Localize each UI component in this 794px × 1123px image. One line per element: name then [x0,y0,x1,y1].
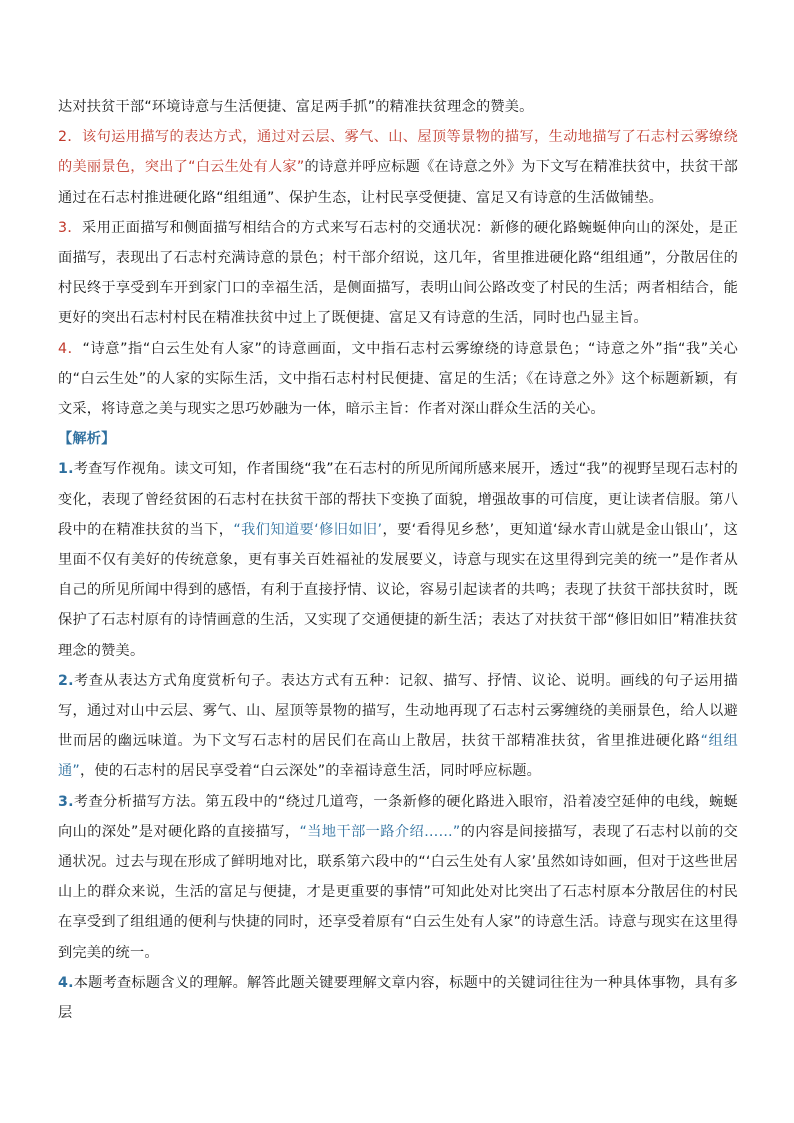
analysis-2-text-post: ，使的石志村的居民享受着“白云深处”的幸福诗意生活，同时呼应标题。 [79,763,542,780]
answer-3-number: 3． [58,219,83,236]
answer-2-number: 2． [58,129,83,146]
answer-1-text: 达对扶贫干部“环境诗意与生活便捷、富足两手抓”的精准扶贫理念的赞美。 [58,99,534,115]
answer-3 [58,213,738,334]
analysis-3 [58,787,738,968]
analysis-1-number: 1. [58,461,74,478]
analysis-3-quote: “当地干部一路介绍……” [299,823,461,840]
analysis-1-text-post: ，要‘看得见乡愁’，更知道‘绿水青山就是金山银山’，这里面不仅有美好的传统意象，更有事关百姓福祉的发展要义，诗意与现实在这里得到完美的统一”是作者从自己的所见所闻中得到的感悟，有利于直接抒情、议论，容易引起读者的共鸣；表现了扶贫干部扶贫时，既保护了石志村原有的诗情画意的生活，又实现了交通便捷的新生活；表达了对扶贫干部“修旧如旧”精准扶贫理念的赞美。 [58,521,738,659]
answer-1-tail [58,92,738,122]
analysis-heading [58,424,738,454]
analysis-2 [58,666,738,787]
analysis-2-quote: “组组通” [58,733,738,780]
analysis-3-text-post: 的内容是间接描写，表现了石志村以前的交通状况。过去与现在形成了鲜明地对比，联系第六段中的“‘白云生处有人家’虽然如诗如画，但对于这些世居山上的群众来说，生活的富足与便捷，才是更重要的事情”可知此处对比突出了石志村原本分散居住的村民在享受到了组组通的便利与快捷的同时，还享受着原有“白云生处有人家”的诗意生活。诗意与现实在这里得到完美的统一。 [58,823,738,961]
answer-4-text: “诗意”指“白云生处有人家”的诗意画面，文中指石志村云雾缭绕的诗意景色；“诗意之外”指“我”关心的“白云生处”的人家的实际生活，文中指石志村村民便捷、富足的生活；《在诗意之外》这个标题新颖，有文采，将诗意之美与现实之思巧妙融为一体，暗示主旨：作者对深山群众生活的关心。 [58,340,738,418]
analysis-4-text: 本题考查标题含义的理解。解答此题关键要理解文章内容，标题中的关键词往往为一种具体事物，具有多层 [58,974,738,1022]
answer-2-quote: “白云生处有人家” [188,159,305,176]
document-page [58,92,738,1028]
analysis-1-text-pre: 考查写作视角。读文可知，作者围绕“我”在石志村的所见所闻所感来展开，透过“我”的视野呈现石志村的变化，表现了曾经贫困的石志村在扶贫干部的帮扶下变换了面貌，增强故事的可信度，更让读者信服。第八段中的在精准扶贫的当下， [58,461,738,538]
analysis-1 [58,454,738,665]
analysis-4-number: 4. [58,974,74,991]
answer-2-text-post: 的诗意并呼应标题《在诗意之外》为下文写在精准扶贫中，扶贫干部通过在石志村推进硬化路“组组通”、保护生态，让村民享受便捷、富足又有诗意的生活做铺垫。 [58,159,738,206]
answer-4 [58,334,738,425]
analysis-4 [58,968,738,1028]
analysis-2-number: 2. [58,672,74,689]
answer-3-text: 采用正面描写和侧面描写相结合的方式来写石志村的交通状况：新修的硬化路蜿蜒伸向山的深处，是正面描写，表现出了石志村充满诗意的景色；村干部介绍说，这几年，省里推进硬化路“组组通”，分散居住的村民终于享受到车开到家门口的幸福生活，是侧面描写，表明山间公路改变了村民的生活；两者相结合，能更好的突出石志村村民在精准扶贫中过上了既便捷、富足又有诗意的生活，同时也凸显主旨。 [58,219,738,327]
analysis-3-text-pre: 考查分析描写方法。第五段中的“绕过几道弯，一条新修的硬化路进入眼帘，沿着凌空延伸的电线，蜿蜒向山的深处”是对硬化路的直接描写， [58,793,738,840]
answer-2 [58,122,738,213]
answer-4-number: 4． [58,340,83,357]
analysis-3-number: 3. [58,793,74,810]
analysis-2-text-pre: 考查从表达方式角度赏析句子。表达方式有五种：记叙、描写、抒情、议论、说明。画线的句子运用描写，通过对山中云层、雾气、山、屋顶等景物的描写，生动地再现了石志村云雾缠绕的美丽景色，给人以避世而居的幽远味道。为下文写石志村的居民们在高山上散居，扶贫干部精准扶贫，省里推进硬化路 [58,672,738,750]
answer-2-text-pre: 该句运用描写的表达方式，通过对云层、雾气、山、屋顶等景物的描写，生动地描写了石志村云雾缭绕的美丽景色，突出了 [58,129,738,176]
analysis-heading-text: 【解析】 [58,431,116,448]
analysis-1-quote: “我们知道要‘修旧如旧’ [233,521,383,538]
